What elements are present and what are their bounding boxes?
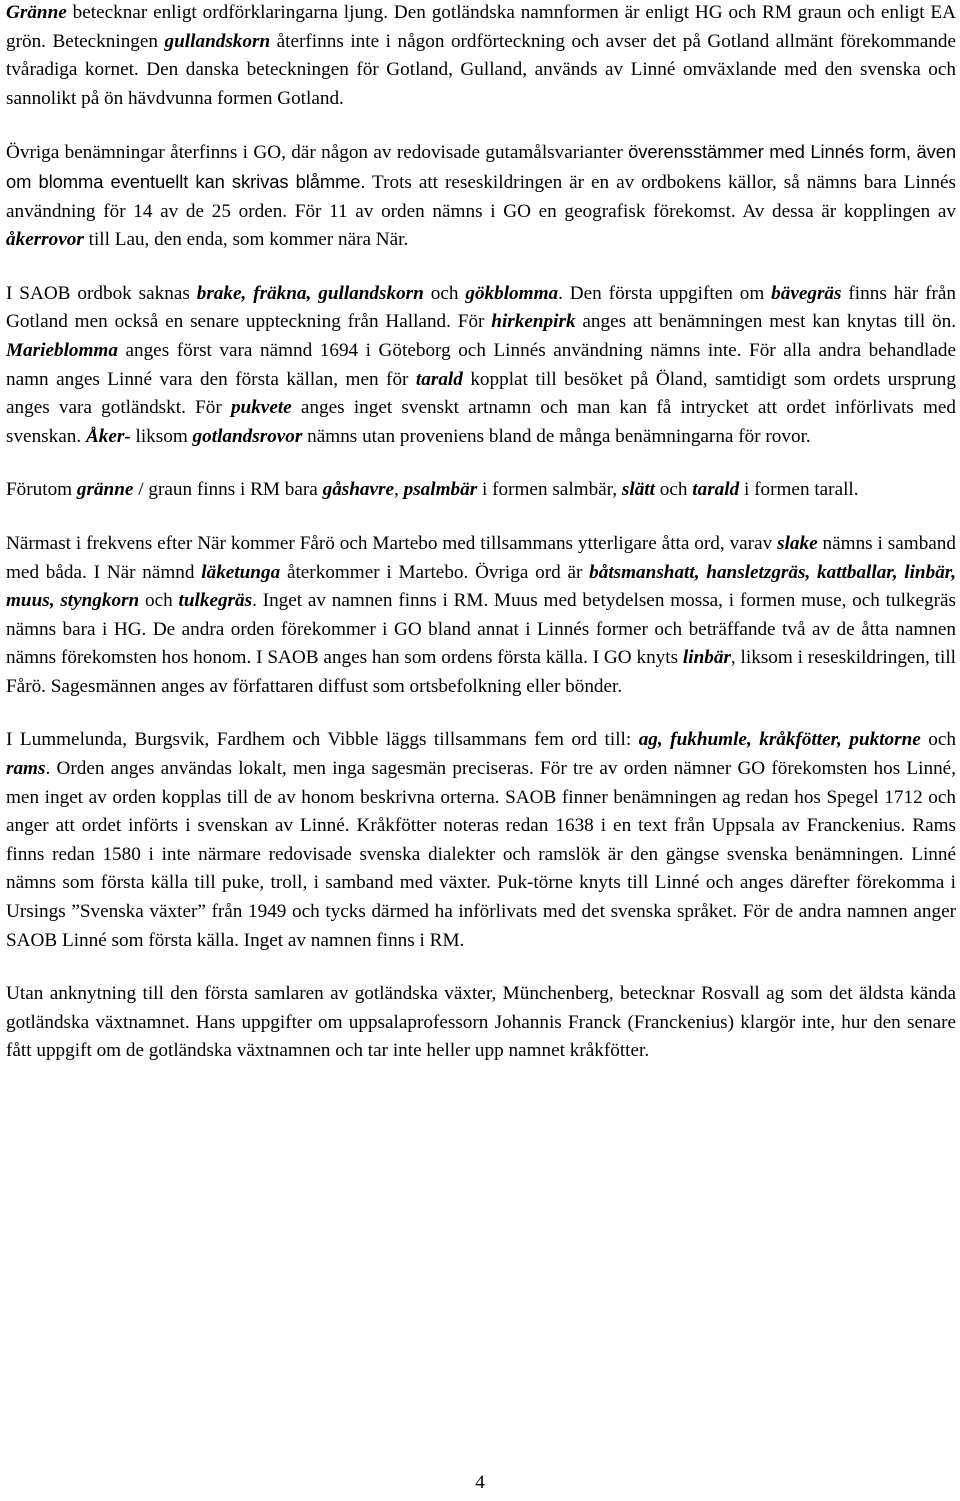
- text-run: I Lummelunda, Burgsvik, Fardhem och Vibble läggs tillsammans fem ord till:: [6, 729, 639, 751]
- paragraph-p1: [6, 0, 956, 113]
- paragraph-p5: [6, 530, 956, 702]
- emphasized-term: gränne: [76, 479, 134, 501]
- emphasized-term: psalmbär: [403, 479, 478, 501]
- emphasized-term: slake: [777, 532, 818, 554]
- text-run: . Inget av namnen finns i RM. Muus med betydelsen mossa, i formen muse, och tulkegräs nämns bara i HG. De andra orden förekommer i GO bland annat i Linnés former och beträffande två av de åtta namnen nämns förekomsten hos honom. I SAOB anges han som ordens första källa. I GO knyts: [6, 590, 956, 669]
- text-run: i formen tarall.: [739, 479, 859, 501]
- emphasized-term: slätt: [621, 479, 655, 501]
- text-run: kopplat till besöket på Öland, samtidigt som ordets ursprung anges vara gotländskt. För: [6, 368, 956, 419]
- emphasized-term: tulkegräs: [178, 590, 253, 612]
- text-run: Förutom: [6, 479, 77, 501]
- emphasized-term: Gränne: [6, 2, 67, 23]
- emphasized-term: ag, fukhumle, kråkfötter, puktorne: [638, 729, 921, 751]
- emphasized-term: båtsmanshatt, hansletzgräs, kattballar, linbär, muus, styngkorn: [6, 561, 956, 612]
- page-number: 4: [475, 1472, 485, 1493]
- text-run: anges först vara nämnd 1694 i Göteborg och Linnés användning nämns inte. För alla andra behandlade namn anges Linné vara den första källan, men för: [6, 339, 956, 390]
- emphasized-term: Marieblomma: [6, 339, 118, 361]
- emphasized-term: åkerrovor: [6, 229, 84, 251]
- text-run: Övriga benämningar återfinns i GO, där någon av redovisade gutamålsvarianter: [6, 142, 629, 164]
- text-run: och: [654, 479, 693, 501]
- text-run: Trots att reseskildringen är en av ordbokens källor, så nämns bara Linnés användning för 14 av de 25 orden. För 11 av orden nämns i GO en geografisk förekomst. Av dessa är kopplingen av: [6, 171, 956, 222]
- paragraph-p3: [6, 280, 956, 452]
- paragraph-p4: [6, 476, 956, 505]
- text-run: . Orden anges användas lokalt, men inga sagesmän preciseras. För tre av orden nämner GO förekomsten hos Linné, men inget av orden kopplas till de av honom beskrivna orterna. SAOB finner benämningen ag redan hos Spegel 1712 och anger att ordet införts i svenskan av Linné. Kråkfötter noteras redan 1638 i en text från Uppsala av Franckenius. Rams finns redan 1580 i inte närmare redovisade svenska dialekter och ramslök är den gängse svenska benämningen. Linné nämns som första källa till puke, troll, i samband med växter. Puk-törne knyts till Linné och anges därefter förekomma i Ursings ”Svenska växter” från 1949 och tycks därmed ha införlivats med det svenska språket. För de andra namnen anger SAOB Linné som första källa. Inget av namnen finns i RM.: [6, 758, 956, 951]
- text-run: till Lau, den enda, som kommer nära När.: [83, 229, 409, 251]
- emphasized-term: Åker-: [85, 425, 131, 447]
- emphasized-term: gökblomma: [465, 282, 559, 304]
- text-run: anges inget svenskt artnamn och man kan få intrycket att ordet införlivats med svenskan.: [6, 397, 956, 447]
- emphasized-term: tarald: [692, 479, 740, 501]
- emphasized-term: pukvete: [230, 397, 292, 419]
- text-run: återkommer i Martebo. Övriga ord är: [280, 561, 590, 583]
- text-run: Utan anknytning till den första samlaren av gotländska växter, Münchenberg, betecknar Rosvall ag som det äldsta kända gotländska växtnamnet. Hans uppgifter om uppsalaprofessorn Johannis Franck (Franckenius) klargör inte, hur den senare fått uppgift om de gotländska växtnamnen och tar inte heller upp namnet kråkfötter.: [6, 983, 956, 1062]
- text-run: finns här från Gotland men också en senare uppteckning från Halland. För: [6, 282, 956, 333]
- paragraph-p7: [6, 980, 956, 1066]
- emphasized-term: gotlandsrovor: [192, 425, 303, 447]
- text-run: och: [139, 590, 179, 612]
- emphasized-term: linbär: [682, 647, 731, 669]
- text-run: / graun finns i RM bara: [133, 479, 323, 501]
- text-run: Närmast i frekvens efter När kommer Fårö och Martebo med tillsammans ytterligare åtta ord, varav: [6, 532, 778, 554]
- text-run: och: [920, 729, 956, 751]
- emphasized-term: gullandskorn: [164, 30, 271, 52]
- text-run: betecknar enligt ordförklaringarna ljung. Den gotländska namnformen är enligt HG och RM graun och enligt EA grön. Beteckningen: [6, 2, 956, 52]
- text-run: återfinns inte i någon ordförteckning och avser det på Gotland allmänt förekommande tvåradiga kornet. Den danska beteckningen för Gotland, Gulland, används av Linné omväxlande med den svenska och sannolikt på ön hävdvunna formen Gotland.: [6, 30, 956, 109]
- emphasized-term: brake, fräkna, gullandskorn: [196, 282, 424, 304]
- text-run: överensstämmer med Linnés form, även om blomma eventuellt kan skrivas blåmme.: [6, 141, 956, 192]
- emphasized-term: hirkenpirk: [491, 311, 576, 333]
- text-run: nämns utan proveniens bland de många benämningarna för rovor.: [302, 425, 811, 447]
- text-run: liksom: [130, 425, 193, 447]
- emphasized-term: bävegräs: [771, 282, 842, 304]
- emphasized-term: rams: [6, 758, 46, 780]
- emphasized-term: tarald: [415, 368, 463, 390]
- emphasized-term: läketunga: [201, 561, 281, 583]
- text-run: . Den första uppgiften om: [558, 282, 772, 304]
- text-run: och: [423, 282, 466, 304]
- text-run: i formen salmbär,: [477, 479, 622, 501]
- text-run: , liksom i reseskildringen, till Fårö. Sagesmännen anges av författaren diffust som ortsbefolkning eller bönder.: [6, 647, 956, 697]
- text-run: nämns i samband med båda. I När nämnd: [6, 532, 956, 583]
- text-run: ,: [394, 479, 404, 501]
- text-run: I SAOB ordbok saknas: [6, 282, 197, 304]
- text-run: anges att benämningen mest kan knytas till ön.: [575, 311, 956, 333]
- emphasized-term: gåshavre: [322, 479, 395, 501]
- paragraph-p6: [6, 726, 956, 955]
- document-body: [6, 0, 956, 1091]
- paragraph-p2: [6, 138, 956, 254]
